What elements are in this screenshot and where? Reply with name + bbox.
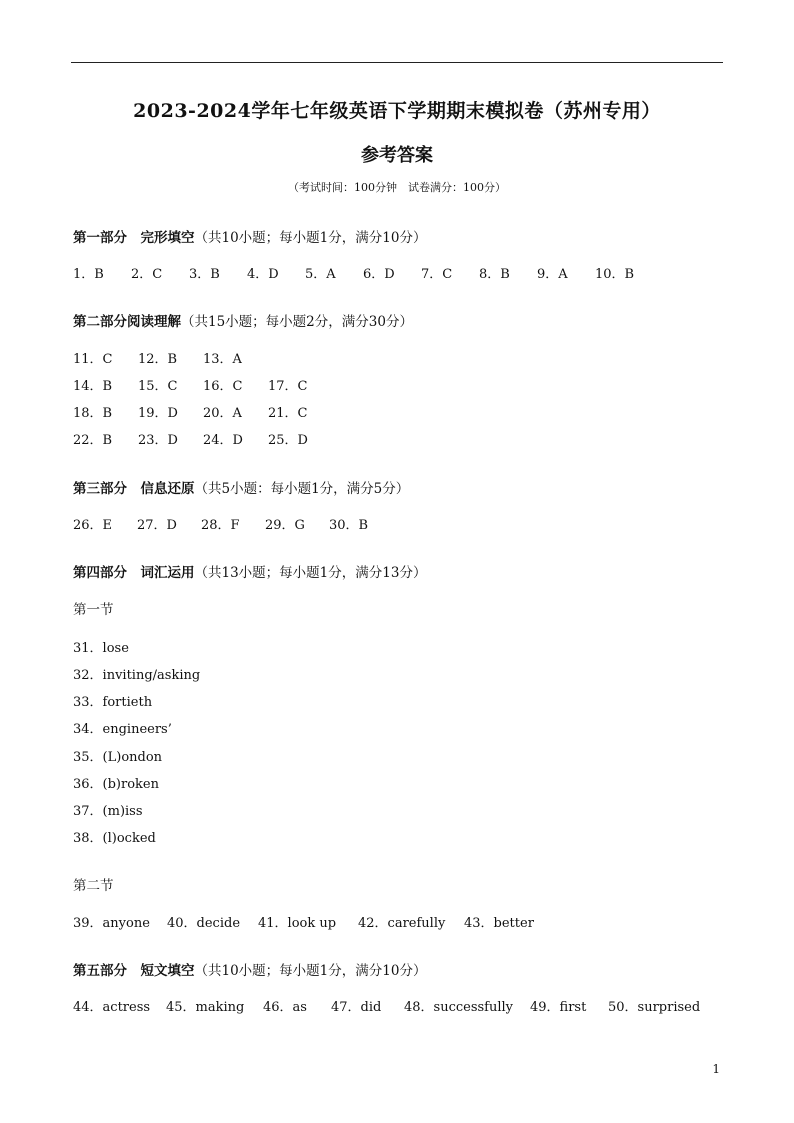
- answer-row: [73, 375, 308, 394]
- section-note: （共5小题：每小题1分，满分5分）: [194, 481, 410, 497]
- answer-item: 5．A: [305, 267, 336, 282]
- answer-row: [73, 402, 308, 421]
- answer-item: 42．carefully: [358, 916, 446, 931]
- answer-item: 46．as: [263, 1000, 307, 1015]
- list-item: 35．(L)ondon: [73, 750, 163, 765]
- section-title: 第二部分阅读理解: [73, 314, 181, 330]
- subsection-label: 第二节: [73, 878, 114, 894]
- answer-item: 44．actress: [73, 1000, 151, 1015]
- answer-item: 24．D: [203, 433, 243, 448]
- answer-item: 27．D: [137, 518, 177, 533]
- answer-item: 47．did: [331, 1000, 382, 1015]
- list-item: 37．(m)iss: [73, 804, 143, 819]
- section-note: （共15小题；每小题2分，满分30分）: [181, 314, 413, 330]
- answer-item: 43．better: [464, 916, 534, 931]
- document-title: 2023-2024学年七年级英语下学期期末模拟卷（苏州专用）: [133, 100, 661, 122]
- answer-item: 8．B: [479, 267, 510, 282]
- answer-item: 45．making: [166, 1000, 245, 1015]
- document-subtitle: 参考答案: [361, 145, 433, 166]
- answer-item: 13．A: [203, 352, 242, 367]
- answer-item: 11．C: [73, 352, 113, 367]
- answer-item: 7．C: [421, 267, 453, 282]
- answer-item: 9．A: [537, 267, 568, 282]
- answer-item: 4．D: [247, 267, 279, 282]
- answer-item: 6．D: [363, 267, 395, 282]
- answer-item: 16．C: [203, 379, 243, 394]
- answer-item: 22．B: [73, 433, 113, 448]
- answer-item: 21．C: [268, 406, 308, 421]
- answer-item: 50．surprised: [608, 1000, 701, 1015]
- section-note: （共10小题；每小题1分，满分10分）: [194, 230, 427, 246]
- answer-item: 12．B: [138, 352, 178, 367]
- answer-item: 15．C: [138, 379, 178, 394]
- answer-item: 14．B: [73, 379, 113, 394]
- list-item: 31．lose: [73, 641, 129, 656]
- answer-item: 2．C: [131, 267, 163, 282]
- section-title: 第五部分 短文填空: [73, 963, 195, 979]
- answer-item: 20．A: [203, 406, 242, 421]
- top-rule: [71, 62, 723, 63]
- section-note: （共13小题；每小题1分，满分13分）: [194, 565, 427, 581]
- answer-item: 10．B: [595, 267, 635, 282]
- section-heading-part3: [73, 477, 409, 497]
- answer-item: 40．decide: [167, 916, 241, 931]
- section-note: （共10小题；每小题1分，满分10分）: [194, 963, 427, 979]
- list-item: 34．engineers’: [73, 722, 172, 737]
- list-item: 38．(l)ocked: [73, 831, 156, 846]
- section-title: 第三部分 信息还原: [73, 481, 195, 497]
- answer-item: 17．C: [268, 379, 308, 394]
- list-item: 32．inviting/asking: [73, 668, 201, 683]
- answer-item: 39．anyone: [73, 916, 150, 931]
- answer-item: 49．first: [530, 1000, 587, 1015]
- answer-item: 19．D: [138, 406, 178, 421]
- answer-item: 30．B: [329, 518, 369, 533]
- answer-item: 48．successfully: [404, 1000, 514, 1015]
- section-heading-part4: [73, 561, 426, 581]
- answer-row: [73, 263, 634, 282]
- page-number: 1: [712, 1062, 720, 1076]
- section-title: 第一部分 完形填空: [73, 230, 195, 246]
- answer-row: [73, 912, 534, 931]
- answer-item: 18．B: [73, 406, 113, 421]
- answer-item: 28．F: [201, 518, 240, 533]
- answer-item: 41．look up: [258, 916, 337, 931]
- answer-item: 3．B: [189, 267, 220, 282]
- answer-item: 1．B: [73, 267, 104, 282]
- section-heading-part5: [73, 959, 426, 979]
- list-item: 36．(b)roken: [73, 777, 159, 792]
- answer-item: 23．D: [138, 433, 178, 448]
- answer-item: 29．G: [265, 518, 305, 533]
- subsection-label: 第一节: [73, 602, 114, 618]
- exam-meta: （考试时间：100分钟 试卷满分：100分）: [288, 181, 506, 194]
- section-heading-part1: [73, 226, 426, 246]
- answer-row: [73, 996, 700, 1015]
- list-item: 33．fortieth: [73, 695, 153, 710]
- answer-row: [73, 348, 242, 367]
- section-heading-part2: [73, 310, 413, 330]
- answer-item: 26．E: [73, 518, 113, 533]
- answer-item: 25．D: [268, 433, 308, 448]
- answer-row: [73, 514, 368, 533]
- answer-row: [73, 429, 308, 448]
- section-title: 第四部分 词汇运用: [73, 565, 195, 581]
